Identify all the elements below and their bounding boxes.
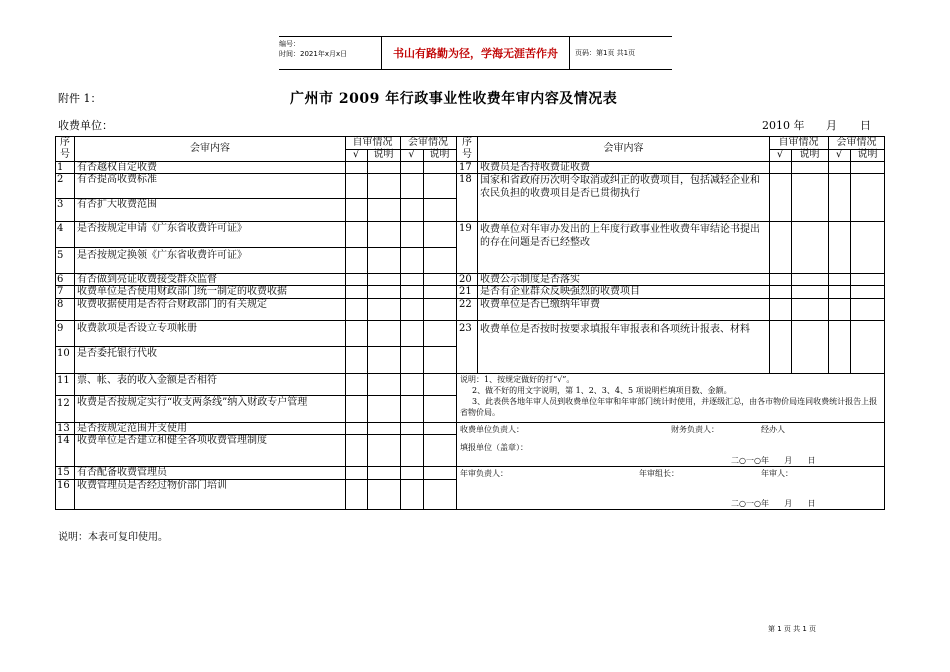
- signoff-handler: 经办人: [761, 425, 785, 434]
- page-footer: 第 1 页 共 1 页: [768, 625, 817, 633]
- header-check: √: [352, 149, 360, 160]
- signoff-reviewer-owner: 年审负责人：: [460, 469, 508, 478]
- row-no: 5: [57, 250, 64, 261]
- row-no: 6: [57, 274, 64, 285]
- row-text: 有否越权自定收费: [77, 162, 157, 173]
- row-no: 20: [459, 274, 472, 285]
- row-no: 13: [57, 423, 70, 434]
- header-explain: 说明: [799, 149, 820, 160]
- row-text: 票、帐、表的收入金额是否相符: [77, 375, 217, 386]
- row-no: 8: [57, 299, 64, 310]
- row-text: 收费单位是否使用财政部门统一制定的收费收据: [77, 286, 287, 297]
- signoff-finance: 财务负责人：: [671, 425, 719, 434]
- row-text: 收费款项是否设立专项帐册: [77, 323, 197, 334]
- header-joint-review-right: 会审情况: [836, 137, 877, 148]
- footnote: 说明：本表可复印使用。: [58, 532, 168, 543]
- row-no: 15: [57, 467, 70, 478]
- row-text: 有否配备收费管理员: [77, 467, 167, 478]
- row-no: 7: [57, 286, 64, 297]
- row-no: 18: [459, 174, 472, 185]
- row-text: 有否提高收费标准: [77, 174, 157, 185]
- row-text: 收费管理员是否经过物价部门培训: [77, 480, 227, 491]
- review-table: [55, 136, 885, 510]
- row-no: 16: [57, 480, 70, 491]
- header-check: √: [835, 149, 843, 160]
- row-no: 23: [459, 323, 472, 334]
- header-motto: 书山有路勤为径，学海无涯苦作舟: [381, 37, 570, 69]
- header-explain: 说明: [373, 149, 394, 160]
- row-text: 有否扩大收费范围: [77, 199, 157, 210]
- page-title: 广州市 2009 年行政事业性收费年审内容及情况表: [290, 91, 618, 107]
- code-label: 编号：: [279, 40, 300, 48]
- header-explain: 说明: [429, 149, 450, 160]
- row-no: 12: [57, 398, 70, 409]
- date-month: 月: [826, 119, 837, 132]
- header-meta: [279, 37, 379, 71]
- note-2: 2、做不好的用文字说明，第 1、2、3、4、5 项说明栏填项目数、金额。: [472, 386, 732, 395]
- header-self-review-left: 自审情况: [352, 137, 393, 148]
- row-text: 收费单位是否按时按要求填报年审报表和各项统计报表、材料: [480, 324, 750, 335]
- row-text: 收费单位是否建立和健全各项收费管理制度: [77, 435, 267, 446]
- row-text: 收费单位是否已缴纳年审费: [480, 299, 600, 310]
- row-no: 17: [459, 162, 472, 173]
- row-text: 国家和省政府历次明令取消或纠正的收费项目，包括减轻企业和农民负担的收费项目是否已贯彻执行: [480, 175, 760, 199]
- header-seq: 序号: [60, 137, 70, 160]
- signoff-date-1: 二○一○年 月 日: [731, 456, 816, 465]
- row-no: 4: [57, 223, 64, 234]
- row-text: 是否按规定申请《广东省收费许可证》: [77, 223, 247, 234]
- row-no: 22: [459, 299, 472, 310]
- header-check: √: [776, 149, 784, 160]
- row-no: 9: [57, 323, 64, 334]
- signoff-team-lead: 年审组长：: [639, 469, 679, 478]
- row-text: 是否委托银行代收: [77, 348, 157, 359]
- row-no: 19: [459, 223, 472, 234]
- date-year: 2010 年: [762, 119, 805, 132]
- date-day: 日: [860, 119, 871, 132]
- document-header: [279, 36, 672, 70]
- row-no: 1: [57, 162, 64, 173]
- row-no: 21: [459, 286, 472, 297]
- header-self-review-right: 自审情况: [778, 137, 819, 148]
- header-content-left: 会审内容: [190, 143, 230, 154]
- time-label: 时间：2021年x月x日: [279, 50, 348, 58]
- header-page: 页码：第1页 共1页: [575, 49, 636, 57]
- row-text: 是否按规定换领《广东省收费许可证》: [77, 250, 247, 261]
- row-no: 11: [57, 375, 70, 386]
- header-joint-review-left: 会审情况: [408, 137, 448, 148]
- row-no: 2: [57, 174, 64, 185]
- signoff-owner: 收费单位负责人：: [460, 425, 524, 434]
- row-text: 收费单位对年审办发出的上年度行政事业性收费年审结论书提出的存在问题是否已经整改: [480, 224, 760, 248]
- header-seq-right: 序号: [462, 137, 472, 160]
- signoff-date-2: 二○一○年 月 日: [731, 499, 816, 508]
- signoff-reviewer: 年审人：: [761, 469, 793, 478]
- row-text: 有否做到亮证收费接受群众监督: [77, 274, 217, 285]
- header-content-right: 会审内容: [603, 143, 644, 154]
- row-text: 收费收据使用是否符合财政部门的有关规定: [77, 299, 267, 310]
- row-text: 收费公示制度是否落实: [480, 274, 580, 285]
- unit-label: 收费单位：: [58, 119, 113, 132]
- header-explain: 说明: [857, 149, 878, 160]
- row-text: 是否有企业群众反映强烈的收费项目: [480, 286, 640, 297]
- row-text: 是否按规定范围开支使用: [77, 423, 187, 434]
- header-check: √: [408, 149, 415, 160]
- row-no: 10: [57, 348, 70, 359]
- row-no: 3: [57, 199, 64, 210]
- row-no: 14: [57, 435, 70, 446]
- row-text: 收费员是否持收费证收费: [480, 162, 590, 173]
- signoff-reporter: 填报单位（盖章）：: [460, 443, 528, 452]
- attachment-label: 附件 1：: [58, 92, 102, 105]
- row-text: 收费是否按规定实行“收支两条线”纳入财政专户管理: [77, 397, 308, 408]
- note-1: 说明：1、按规定做好的打“√”。: [460, 375, 575, 384]
- note-3: 3、此表供各地年审人员到收费单位年审和年审部门统计时使用，并逐级汇总，由各市物价局连同收费统计报告上报省物价局。: [460, 397, 878, 417]
